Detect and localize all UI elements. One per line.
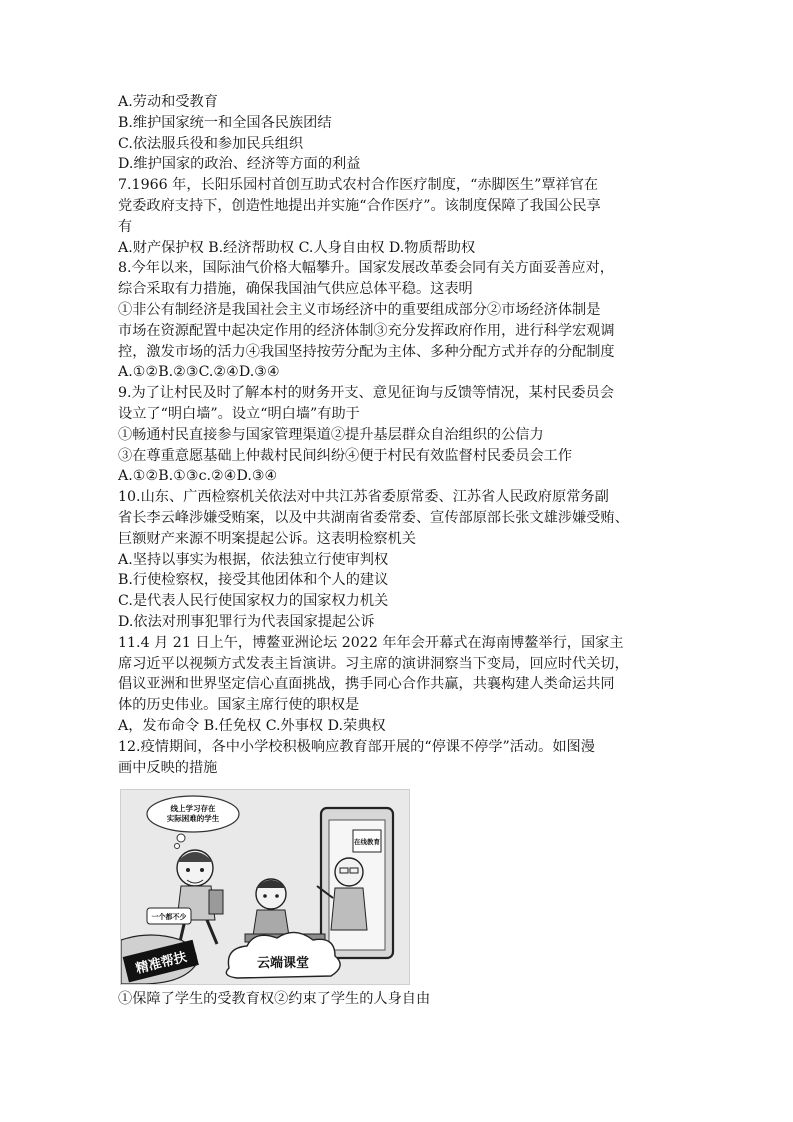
question-text-block xyxy=(118,92,678,778)
question-9-stem: 9.为了让村民及时了解本村的财务开支、意见征询与反馈等情况，某村民委员会 xyxy=(118,385,614,402)
option-10a: A.坚持以事实为根据，依法独立行使审判权 xyxy=(118,551,389,568)
question-7-stem: 党委政府支持下，创造性地提出并实施“合作医疗”。该制度保障了我国公民享 xyxy=(118,197,601,214)
option-6a: A.劳动和受教育 xyxy=(118,94,218,110)
question-8-options: A.①②B.②③C.②④D.③④ xyxy=(118,364,280,381)
question-7-stem: 有 xyxy=(118,218,133,235)
option-10d: D.依法对刑事犯罪行为代表国家提起公诉 xyxy=(118,613,375,630)
cloud-text: 云端课堂 xyxy=(256,956,310,971)
online-screen xyxy=(317,808,393,958)
question-8-statements: ①非公有制经济是我国社会主义市场经济中的重要组成部分②市场经济体制是 xyxy=(118,301,601,318)
question-9-statements: ①畅通村民直接参与国家管理渠道②提升基层群众自治组织的公信力 xyxy=(118,426,544,443)
question-7-stem: 7.1966 年，长阳乐园村首创互助式农村合作医疗制度，“赤脚医生”覃祥官在 xyxy=(118,177,599,194)
bubble-text-line2: 实际困难的学生 xyxy=(166,814,220,823)
question-8-statements: 控，激发市场的活力④我国坚持按劳分配为主体、多种分配方式并存的分配制度 xyxy=(118,343,615,360)
question-7-options: A.财产保护权 B.经济帮助权 C.人身自由权 D.物质帮助权 xyxy=(118,239,476,256)
banner-text: 精准帮扶 xyxy=(134,949,189,978)
question-9-options: A.①②B.①③c.②④D.③④ xyxy=(118,468,278,485)
question-11-stem: 体的历史伟业。国家主席行使的职权是 xyxy=(118,697,360,714)
question-9-stem: 设立了“明白墙”。设立“明白墙”有助于 xyxy=(118,405,360,422)
question-11-stem: 11.4 月 21 日上午，博鳌亚洲论坛 2022 年年会开幕式在海南博鳌举行，国家主 xyxy=(118,634,624,651)
question-9-statements: ③在尊重意愿基础上仲裁村民间纠纷④便于村民有效监督村民委员会工作 xyxy=(118,447,573,464)
question-11-stem: 倡议亚洲和世界坚定信心直面挑战，携手同心合作共赢，共襄构建人类命运共同 xyxy=(118,676,615,693)
option-10c: C.是代表人民行使国家权力的国家权力机关 xyxy=(118,593,389,610)
question-11-options: A，发布命令 B.任免权 C.外事权 D.荣典权 xyxy=(118,717,386,734)
question-10-stem: 10.山东、广西检察机关依法对中共江苏省委原常委、江苏省人民政府原常务副 xyxy=(118,489,609,506)
screen-label: 在线教育 xyxy=(354,838,380,846)
question-12-stem: 画中反映的措施 xyxy=(118,759,218,776)
option-10b: B.行使检察权，接受其他团体和个人的建议 xyxy=(118,572,389,589)
option-6b: B.维护国家统一和全国各民族团结 xyxy=(118,114,332,131)
speech-text: 一个都不少 xyxy=(151,913,187,921)
question-12-stem: 12.疫情期间，各中小学校积极响应教育部开展的“停课不停学”活动。如图漫 xyxy=(118,738,595,755)
question-10-stem: 省长李云峰涉嫌受贿案，以及中共湖南省委常委、宣传部原部长张文雄涉嫌受贿、 xyxy=(118,509,629,526)
question-11-stem: 席习近平以视频方式发表主旨演讲。习主席的演讲洞察当下变局，回应时代关切， xyxy=(118,655,629,672)
question-8-stem: 8.今年以来，国际油气价格大幅攀升。国家发展改革委会同有关方面妥善应对， xyxy=(118,260,614,277)
option-6c: C.依法服兵役和参加民兵组织 xyxy=(118,135,304,152)
question-8-statements: 市场在资源配置中起决定作用的经济体制③充分发挥政府作用，进行科学宏观调 xyxy=(118,322,615,339)
cartoon-illustration xyxy=(120,789,410,985)
option-6d: D.维护国家的政治、经济等方面的利益 xyxy=(118,156,361,173)
bubble-text-line1: 线上学习存在 xyxy=(170,804,216,813)
question-10-stem: 巨额财产来源不明案提起公诉。这表明检察机关 xyxy=(118,530,416,547)
question-8-stem: 综合采取有力措施，确保我国油气供应总体平稳。这表明 xyxy=(118,281,473,298)
question-12-statements: ①保障了学生的受教育权②约束了学生的人身自由 xyxy=(118,991,431,1007)
